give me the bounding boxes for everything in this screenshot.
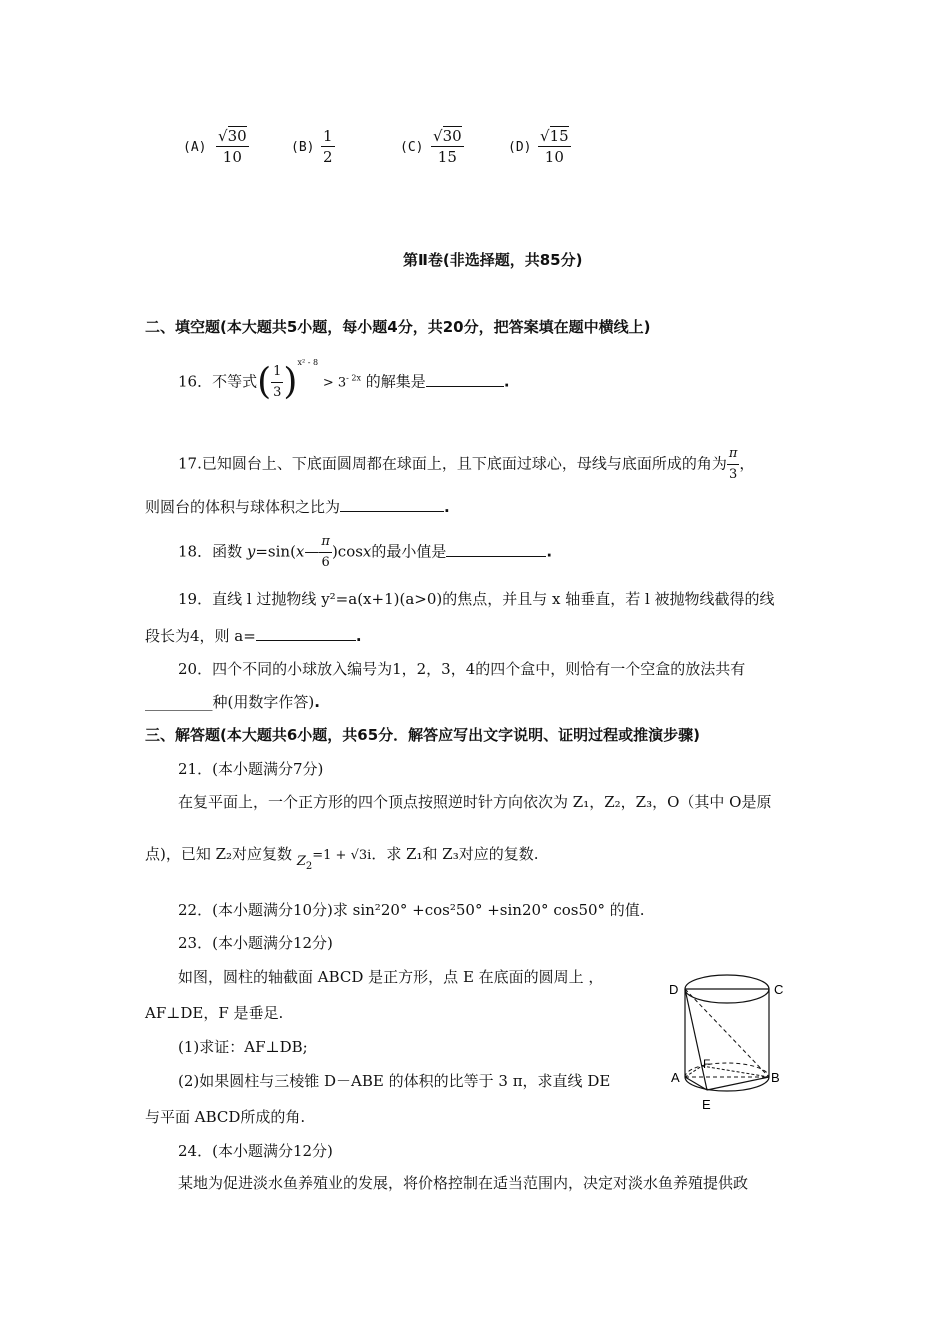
option-d-label: (D) [508,140,532,155]
label-e: E [702,1097,711,1112]
section-2-heading: 第Ⅱ卷(非选择题，共85分) [403,251,583,269]
label-c: C [774,982,784,997]
question-23-line-2: AF⊥DE，F 是垂足. [145,1004,284,1022]
option-c-value: $\frac{√30}{15}$ [433,127,462,166]
part-2-title: 二、填空题(本大题共5小题，每小题4分，共20分，把答案填在题中横线上) [145,318,651,336]
question-19-line-2: 段长为4，则 a= . [145,627,362,645]
question-21-line-1: 在复平面上，一个正方形的四个顶点按照逆时针方向依次为 Z₁，Z₂，Z₃，O（其中 O是原 [178,793,772,811]
question-23-line-1: 如图，圆柱的轴截面 ABCD 是正方形，点 E 在底面的圆周上 ， [178,968,604,986]
option-a-label: (A) [183,140,207,155]
label-a: A [671,1070,680,1085]
question-21-line-2: 点)，已知 Z₂对应复数 $Z_2=1 + √3i$．求 Z₁和 Z₃对应的复数. [145,845,539,872]
option-b-label: (B) [291,140,315,155]
label-d: D [669,982,679,997]
question-23-head: 23．(本小题满分12分) [178,934,333,952]
question-22: 22．(本小题满分10分)求 sin²20° +cos²50° +sin20° cos50° 的值. [178,901,645,919]
question-23-line-4: (2)如果圆柱与三棱锥 D－ABE 的体积的比等于 3 π，求直线 DE [178,1072,611,1090]
option-c-label: (C) [400,140,424,155]
option-d-value: $\frac{√15}{10}$ [540,127,569,166]
label-b: B [771,1070,780,1085]
question-21-head: 21．(本小题满分7分) [178,760,324,778]
question-23-line-3: (1)求证：AF⊥DB; [178,1038,308,1056]
question-20-line-1: 20．四个不同的小球放入编号为1，2，3，4的四个盒中，则恰有一个空盒的放法共有 [178,660,746,678]
question-20-line-2: _________种(用数字作答). [145,693,320,711]
question-23-line-5: 与平面 ABCD所成的角. [145,1108,306,1126]
question-17-line-1: 17.已知圆台上、下底面圆周都在球面上，且下底面过球心，母线与底面所成的角为 $\frac{\pi}{3}$ ， [178,446,755,482]
question-16: 16．不等式( $\frac{1}{3}$ )$^{x^2 - 8} > 3^{- 2x}$ 的解集是 . [178,357,510,403]
option-a-value: $\frac{√30}{10}$ [218,127,247,166]
label-f: F [703,1057,711,1071]
question-17-line-2: 则圆台的体积与球体积之比为 . [145,498,450,516]
question-19-line-1: 19．直线 l 过抛物线 y²=a(x+1)(a>0)的焦点，并且与 x 轴垂直，若 l 被抛物线截得的线 [178,590,775,608]
question-24-head: 24．(本小题满分12分) [178,1142,333,1160]
question-18: 18．函数 y=sin(x— $\frac{\pi}{6}$ )cosx的最小值是 . [178,534,553,570]
option-b-value: $\frac{1}{2}$ [323,127,333,166]
part-3-title: 三、解答题(本大题共6小题，共65分．解答应写出文字说明、证明过程或推演步骤) [145,726,701,744]
cylinder-figure [665,962,790,1122]
question-24-line-1: 某地为促进淡水鱼养殖业的发展，将价格控制在适当范围内，决定对淡水鱼养殖提供政 [178,1174,749,1192]
